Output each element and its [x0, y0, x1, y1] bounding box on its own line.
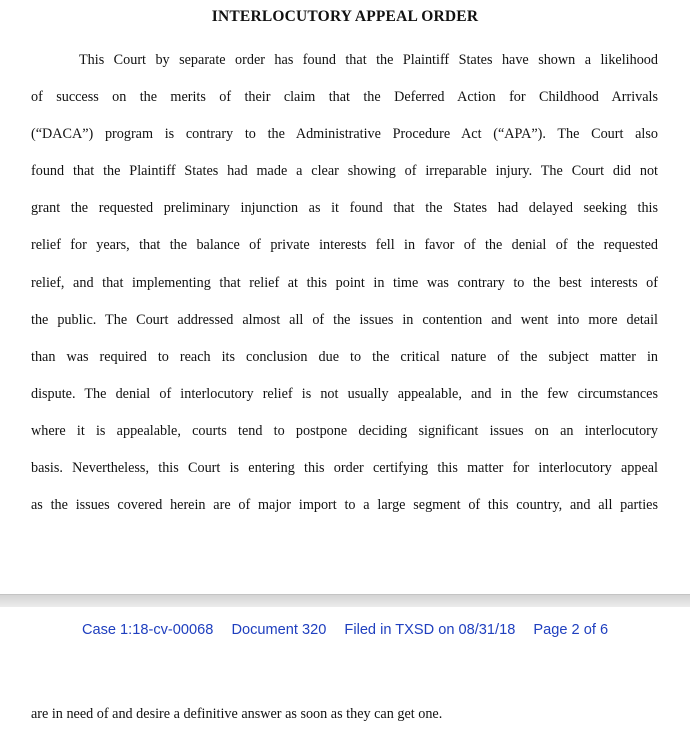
- text-line: dispute. The denial of interlocutory relief is not usually appealable, and in the few circumstances: [31, 385, 658, 402]
- text-line: (“DACA”) program is contrary to the Administrative Procedure Act (“APA”). The Court also: [31, 126, 658, 143]
- text-line: basis. Nevertheless, this Court is entering this order certifying this matter for interlocutory appeal: [31, 460, 658, 477]
- text-line: where it is appealable, courts tend to postpone deciding significant issues on an interlocutory: [31, 422, 658, 439]
- continuation-text: are in need of and desire a definitive answer as soon as they can get one.: [31, 706, 443, 722]
- text-line: relief for years, that the balance of private interests fell in favor of the denial of the requested: [31, 237, 658, 254]
- text-line: grant the requested preliminary injunction as it found that the States had delayed seeking this: [31, 200, 658, 217]
- text-line: This Court by separate order has found that the Plaintiff States have shown a likelihood: [79, 52, 658, 68]
- page-separator: [0, 594, 690, 607]
- text-line: than was required to reach its conclusion due to the critical nature of the subject matter in: [31, 348, 658, 365]
- document-title: INTERLOCUTORY APPEAL ORDER: [211, 8, 479, 25]
- page-number: Page 2 of 6: [533, 622, 609, 638]
- document-number: Document 320: [231, 622, 327, 638]
- text-line: the public. The Court addressed almost all of the issues in contention and went into more detail: [31, 311, 658, 328]
- text-line: as the issues covered herein are of major import to a large segment of this country, and all parties: [31, 497, 658, 514]
- text-line: of success on the merits of their claim that the Deferred Action for Childhood Arrivals: [31, 89, 658, 106]
- document-body-paragraph: [31, 42, 658, 524]
- case-number: Case 1:18-cv-00068: [81, 622, 214, 638]
- text-line: relief, and that implementing that relief at this point in time was contrary to the best interests of: [31, 274, 658, 291]
- filed-date: Filed in TXSD on 08/31/18: [344, 622, 516, 638]
- text-line: found that the Plaintiff States had made a clear showing of irreparable injury. The Court did not: [31, 163, 658, 180]
- case-header: [0, 622, 690, 638]
